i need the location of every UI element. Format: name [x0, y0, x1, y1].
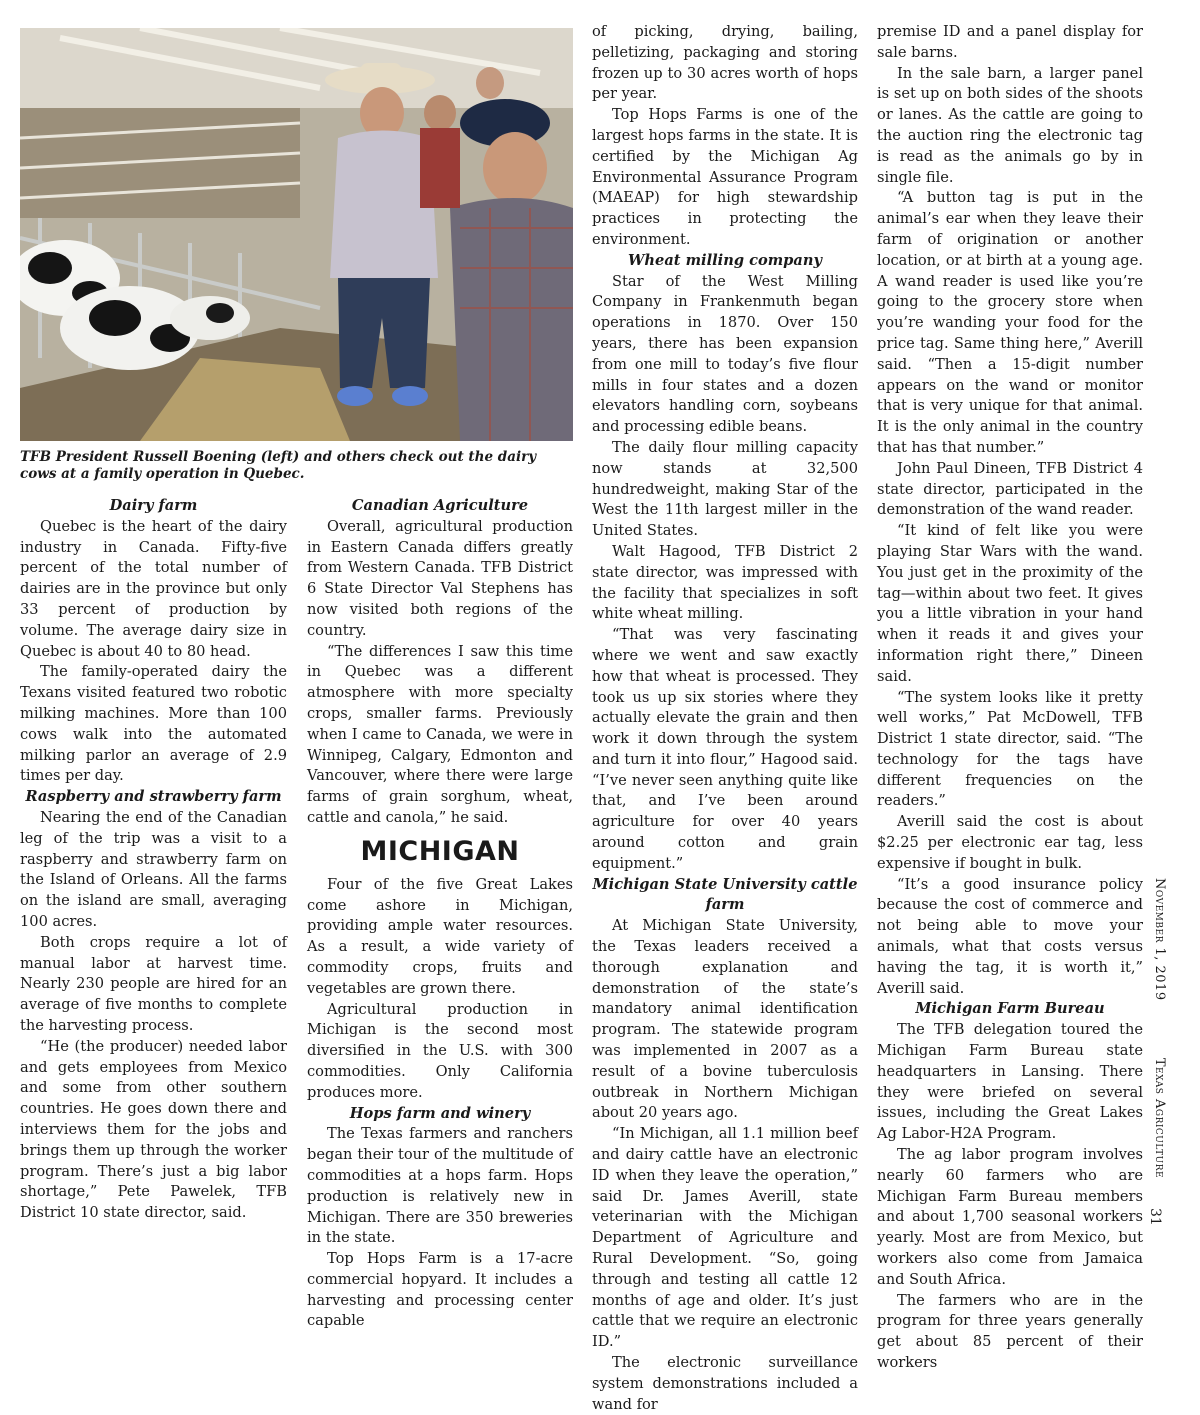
paragraph: The electronic surveillance system demonstrations included a wand for: [592, 1354, 858, 1413]
paragraph: “It’s a good insurance policy because the cost of commerce and not being able to move your animals, what that costs versus having the tag, it is worth it,” Averill said.: [877, 875, 1143, 997]
article-column-2: [307, 496, 573, 1332]
section-heading-canadian-agriculture: Canadian Agriculture: [351, 497, 529, 514]
paragraph: “The system looks like it pretty well works,” Pat McDowell, TFB District 1 state director, said. “The technology for the tags have different frequencies on the readers.”: [877, 688, 1143, 810]
paragraph: The Texas farmers and ranchers began their tour of the multitude of commodities at a hops farm. Hops production is relatively new in Michigan. There are 350 breweries in the state.: [307, 1125, 573, 1247]
photo-caption: TFB President Russell Boening (left) and others check out the dairy cows at a family operation in Quebec.: [20, 449, 537, 482]
paragraph-continued: premise ID and a panel display for sale barns.: [877, 23, 1143, 61]
dairy-barn-photo: [20, 28, 573, 441]
page-number: 31: [1147, 1208, 1163, 1226]
article-column-3: [592, 22, 858, 1415]
section-heading-wheat-milling: Wheat milling company: [628, 251, 822, 269]
paragraph: At Michigan State University, the Texas leaders received a thorough explanation and demonstration of the state’s mandatory animal identification program. The statewide program was implemented in 2007 as a result of a bovine tuberculosis outbreak in Northern Michigan about 20 years ago.: [592, 917, 858, 1122]
paragraph: “In Michigan, all 1.1 million beef and dairy cattle have an electronic ID when they leave the operation,” said Dr. James Averill, state veterinarian with the Michigan Department of Agriculture and Rural Development. “So, going through and testing all cattle 12 months of age and older. It’s just cattle that we require an electronic ID.”: [592, 1125, 858, 1351]
section-heading-michigan-farm-bureau: Michigan Farm Bureau: [915, 1000, 1105, 1018]
paragraph: In the sale barn, a larger panel is set up on both sides of the shoots or lanes. As the cattle are going to the auction ring the electronic tag is read as the animals go by in single file.: [877, 64, 1143, 186]
article-column-4: [877, 22, 1143, 1374]
section-heading-michigan: MICHIGAN: [360, 835, 520, 867]
article-photo: [20, 28, 573, 441]
paragraph: The TFB delegation toured the Michigan Farm Bureau state headquarters in Lansing. There they were briefed on several issues, including the Great Lakes Ag Labor-H2A Program.: [877, 1021, 1143, 1143]
folio-date: November 1, 2019: [1152, 878, 1167, 1001]
folio-publication: Texas Agriculture: [1152, 1057, 1167, 1179]
paragraph: Four of the five Great Lakes come ashore in Michigan, providing ample water resources. As a result, a wide variety of commodity crops, fruits and vegetables are grown there.: [307, 875, 573, 997]
paragraph: Agricultural production in Michigan is the second most diversified in the U.S. with 300 commodities. Only California produces more.: [307, 1000, 573, 1101]
paragraph: The family-operated dairy the Texans visited featured two robotic milking machines. More than 100 cows walk into the automated milking parlor an average of 2.9 times per day.: [20, 663, 287, 785]
paragraph-continued: of picking, drying, bailing, pelletizing, packaging and storing frozen up to 30 acres worth of hops per year.: [592, 23, 858, 103]
article-column-1: [20, 496, 287, 1224]
paragraph: Top Hops Farm is a 17-acre commercial hopyard. It includes a harvesting and processing center capable: [307, 1250, 573, 1330]
paragraph: “That was very fascinating where we went and saw exactly how that wheat is processed. They took us up six stories where they actually elevate the grain and then work it down through the system and turn it into flour,” Hagood said. “I’ve never seen anything quite like that, and I’ve been around agriculture for over 40 years around cotton and grain equipment.”: [592, 626, 858, 872]
paragraph: The daily flour milling capacity now stands at 32,500 hundredweight, making Star of the West the 11th largest miller in the United States.: [592, 438, 858, 540]
section-heading-raspberry-farm: Raspberry and strawberry farm: [25, 788, 282, 806]
paragraph: “He (the producer) needed labor and gets employees from Mexico and some from other southern countries. He goes down there and interviews them for the jobs and brings them up through the worker program. There’s just a big labor shortage,” Pete Pawelek, TFB District 10 state director, said.: [20, 1037, 287, 1222]
paragraph: “It kind of felt like you were playing Star Wars with the wand. You just get in the proximity of the tag—within about two feet. It gives you a little vibration in your hand when it reads it and gives your information right there,” Dineen said.: [877, 522, 1143, 685]
paragraph: Both crops require a lot of manual labor at harvest time. Nearly 230 people are hired for an average of five months to complete the harvesting process.: [20, 933, 287, 1034]
paragraph: Star of the West Milling Company in Frankenmuth began operations in 1870. Over 150 years, there has been expansion from one mill to today’s five flour mills in four states and a dozen elevators handling corn, soybeans and processing edible beans.: [592, 272, 858, 436]
paragraph: John Paul Dineen, TFB District 4 state director, participated in the demonstration of the wand reader.: [877, 459, 1143, 519]
section-heading-dairy-farm: Dairy farm: [109, 497, 198, 514]
paragraph: Nearing the end of the Canadian leg of the trip was a visit to a raspberry and strawberry farm on the Island of Orleans. All the farms on the island are small, averaging 100 acres.: [20, 808, 287, 930]
paragraph: “A button tag is put in the animal’s ear when they leave their farm of origination or another location, or at birth at a young age. A wand reader is used like you’re going to the grocery store when you’re wanding your food for the price tag. Same thing here,” Averill said. “Then a 15-digit number appears on the wand or monitor that is very unique for that animal. It is the only animal in the country that has that number.”: [877, 189, 1143, 456]
paragraph: Top Hops Farms is one of the largest hops farms in the state. It is certified by the Michigan Ag Environmental Assurance Program (MAEAP) for high stewardship practices in protecting the environment.: [592, 106, 858, 248]
paragraph: Averill said the cost is about $2.25 per electronic ear tag, less expensive if bought in bulk.: [877, 813, 1143, 872]
paragraph: The ag labor program involves nearly 60 farmers who are Michigan Farm Bureau members and about 1,700 seasonal workers yearly. Most are from Mexico, but workers also come from Jamaica and South Africa.: [877, 1146, 1143, 1288]
paragraph: The farmers who are in the program for three years generally get about 85 percent of their workers: [877, 1291, 1143, 1371]
section-heading-hops-farm: Hops farm and winery: [349, 1104, 531, 1122]
section-heading-msu-cattle-farm: Michigan State University cattle farm: [592, 875, 858, 914]
paragraph: Quebec is the heart of the dairy industry in Canada. Fifty-five percent of the total number of dairies are in the province but only 33 percent of production by volume. The average dairy size in Quebec is about 40 to 80 head.: [20, 517, 287, 660]
paragraph: “The differences I saw this time in Quebec was a different atmosphere with more specialty crops, smaller farms. Previously when I came to Canada, we were in Winnipeg, Calgary, Edmonton and Vancouver, where there were large farms of grain sorghum, wheat, cattle and canola,” he said.: [307, 642, 573, 826]
paragraph: Overall, agricultural production in Eastern Canada differs greatly from Western Canada. TFB District 6 State Director Val Stephens has now visited both regions of the country.: [307, 517, 573, 639]
folio: [1152, 878, 1167, 1178]
paragraph: Walt Hagood, TFB District 2 state director, was impressed with the facility that specializes in soft white wheat milling.: [592, 542, 858, 623]
